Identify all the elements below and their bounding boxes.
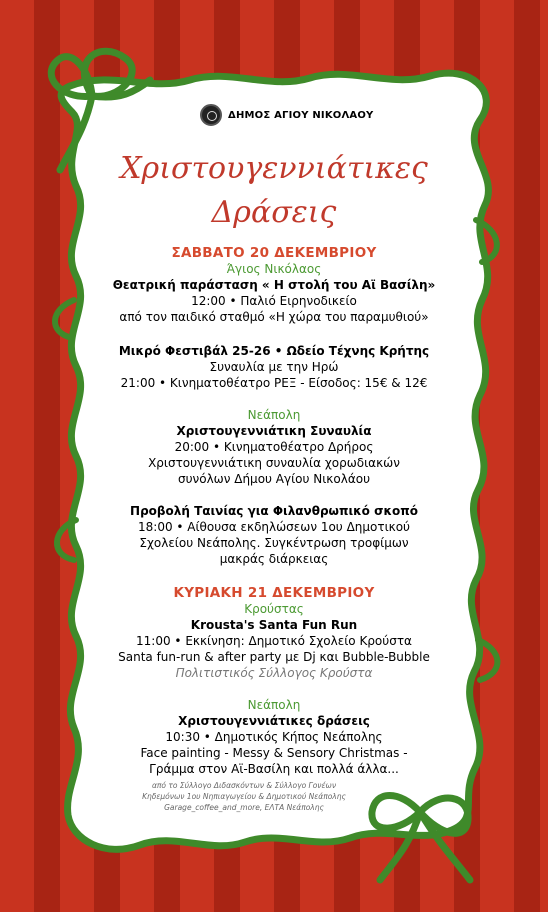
event-detail: Χριστουγεννιάτικη συναυλία χορωδιακών xyxy=(148,456,400,470)
event-detail: Γράμμα στον Αϊ-Βασίλη και πολλά άλλα... xyxy=(149,762,399,776)
page-title-line1: Χριστουγεννιάτικες xyxy=(120,151,428,186)
sunday-place-kroustas: Κρούστας xyxy=(244,602,304,616)
header-organization xyxy=(200,104,374,126)
event-credit: από το Σύλλογο Διδασκόντων & Σύλλογο Γονέων xyxy=(151,781,337,790)
event-detail: 10:30 • Δημοτικός Κήπος Νεάπολης xyxy=(165,730,383,744)
event-credit: Garage_coffee_and_more, ΕΛΤΑ Νεάπολης xyxy=(164,803,324,812)
event-detail: Santa fun-run & after party με Dj και Bubble-Bubble xyxy=(118,650,430,664)
event-detail: 11:00 • Εκκίνηση: Δημοτικό Σχολείο Κρούστα xyxy=(136,634,412,648)
event-title: Χριστουγεννιάτικη Συναυλία xyxy=(176,424,372,438)
sunday-place-neapoli: Νεάπολη xyxy=(247,698,301,712)
saturday-place-agios-nikolaos: Άγιος Νικόλαος xyxy=(226,262,322,276)
event-detail: Συναυλία με την Ηρώ xyxy=(209,360,339,374)
municipality-logo-icon xyxy=(200,104,222,126)
event-organizer: Πολιτιστικός Σύλλογος Κρούστα xyxy=(175,666,373,680)
event-title: Προβολή Ταινίας για Φιλανθρωπικό σκοπό xyxy=(130,504,418,518)
event-detail: Σχολείου Νεάπολης. Συγκέντρωση τροφίμων xyxy=(139,536,409,550)
sunday-day-heading: ΚΥΡΙΑΚΗ 21 ΔΕΚΕΜΒΡΙΟΥ xyxy=(173,585,375,601)
event-detail: 20:00 • Κινηματοθέατρο Δρήρος xyxy=(174,440,374,454)
event-detail: 12:00 • Παλιό Ειρηνοδικείο xyxy=(191,294,357,308)
saturday-place-neapoli: Νεάπολη xyxy=(247,408,301,422)
event-detail: 21:00 • Κινηματοθέατρο ΡΕΞ - Είσοδος: 15€ & 12€ xyxy=(120,376,428,390)
saturday-day-heading: ΣΑΒΒΑΤΟ 20 ΔΕΚΕΜΒΡΙΟΥ xyxy=(171,245,377,261)
event-title: Μικρό Φεστιβάλ 25-26 • Ωδείο Τέχνης Κρήτης xyxy=(118,344,430,358)
page-title-line2: Δράσεις xyxy=(211,195,337,230)
event-title: Χριστουγεννιάτικες δράσεις xyxy=(178,714,370,728)
event-title: Krousta's Santa Fun Run xyxy=(190,618,358,632)
event-detail: Face painting - Messy & Sensory Christmas - xyxy=(140,746,408,760)
event-title: Θεατρική παράσταση « Η στολή του Αϊ Βασίλη» xyxy=(112,278,436,292)
event-detail: από τον παιδικό σταθμό «Η χώρα του παραμυθιού» xyxy=(119,310,429,324)
organization-name: ΔΗΜΟΣ ΑΓΙΟΥ ΝΙΚΟΛΑΟΥ xyxy=(228,109,374,121)
event-detail: μακράς διάρκειας xyxy=(219,552,329,566)
event-detail: 18:00 • Αίθουσα εκδηλώσεων 1ου Δημοτικού xyxy=(138,520,410,534)
event-detail: συνόλων Δήμου Αγίου Νικολάου xyxy=(177,472,371,486)
event-credit: Κηδεμόνων 1ου Νηπιαγωγείου & Δημοτικού Νεάπολης xyxy=(142,792,346,801)
